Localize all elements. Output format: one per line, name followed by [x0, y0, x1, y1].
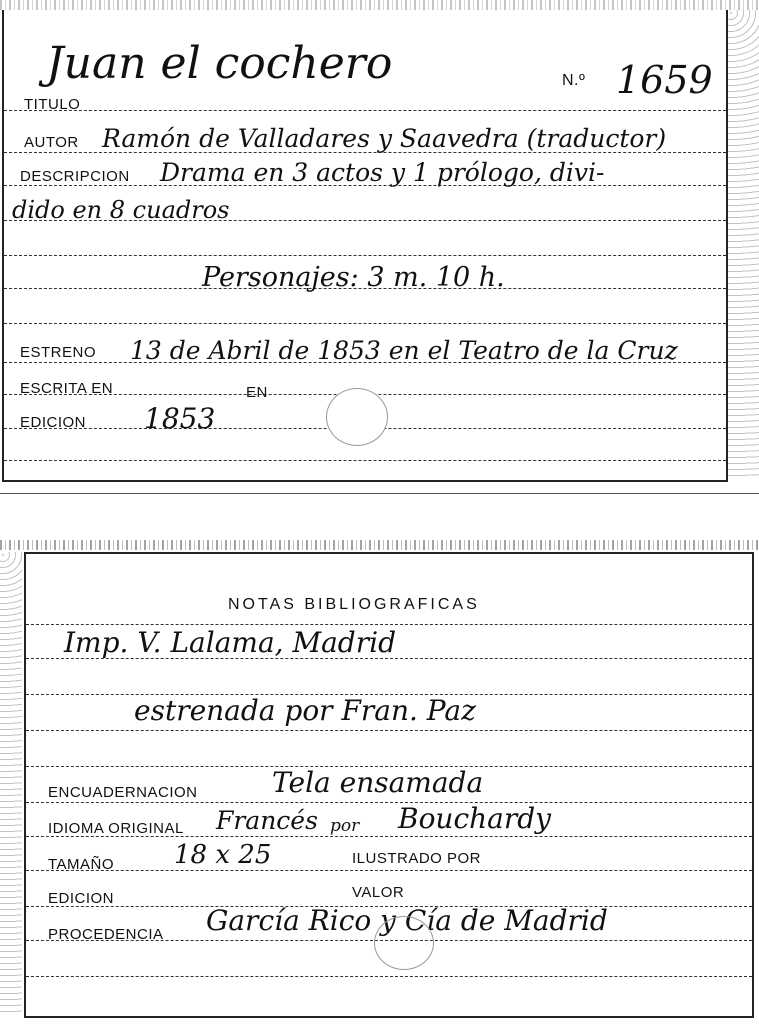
ruled-line [26, 730, 752, 731]
value-autor: Ramón de Valladares y Saavedra (traductor) [102, 124, 667, 153]
scan-edge-back [0, 540, 759, 550]
value-edicion: 1853 [144, 402, 216, 435]
value-encuadernacion: Tela ensamada [272, 766, 484, 799]
label-edicion: EDICION [20, 414, 87, 431]
ruled-line [4, 110, 726, 111]
label-en: EN [246, 384, 268, 401]
label-estreno: ESTRENO [20, 344, 97, 361]
catalog-card-front [2, 10, 728, 482]
scan-edge-top [0, 0, 759, 10]
value-estreno: 13 de Abril de 1853 en el Teatro de la Cruz [130, 336, 678, 365]
ruled-line [26, 624, 752, 625]
ruled-line [4, 323, 726, 324]
catalog-number: 1659 [616, 58, 713, 102]
value-tamano: 18 x 25 [174, 840, 272, 870]
ruled-line [4, 255, 726, 256]
value-descripcion-line1: Drama en 3 actos y 1 prólogo, divi- [160, 158, 605, 187]
heading-notas-bibliograficas: NOTAS BIBLIOGRAFICAS [228, 596, 480, 613]
label-titulo: TITULO [24, 96, 81, 113]
label-procedencia: PROCEDENCIA [48, 926, 164, 943]
label-idioma-original: IDIOMA ORIGINAL [48, 820, 184, 837]
ruled-line [26, 802, 752, 803]
label-descripcion: DESCRIPCION [20, 168, 130, 185]
value-descripcion-line2: dido en 8 cuadros [12, 196, 230, 224]
number-label: N.º [562, 72, 586, 89]
label-encuadernacion: ENCUADERNACION [48, 784, 198, 801]
ruled-line [26, 976, 752, 977]
ruled-line [4, 460, 726, 461]
note-line-2: estrenada por Fran. Paz [134, 694, 476, 727]
value-idioma-original: Francés [216, 806, 318, 835]
punch-hole [374, 916, 434, 970]
label-tamano: TAMAÑO [48, 856, 115, 873]
label-edicion-back: EDICION [48, 890, 115, 907]
card-separator [0, 493, 759, 494]
scan-noise-right [728, 10, 759, 480]
catalog-card-back [24, 552, 754, 1018]
punch-hole [326, 388, 388, 446]
label-autor: AUTOR [24, 134, 79, 151]
label-por: por [330, 816, 360, 836]
label-valor: VALOR [352, 884, 405, 901]
value-personajes: Personajes: 3 m. 10 h. [202, 262, 505, 293]
label-ilustrado-por: ILUSTRADO POR [352, 850, 482, 867]
ruled-line [26, 870, 752, 871]
handwritten-title: Juan el cochero [46, 38, 393, 89]
value-por: Bouchardy [398, 802, 552, 835]
note-line-1: Imp. V. Lalama, Madrid [64, 626, 396, 659]
value-procedencia: García Rico y Cía de Madrid [206, 904, 608, 937]
label-escrita-en: ESCRITA EN [20, 380, 114, 397]
scan-noise-left [0, 552, 22, 1014]
